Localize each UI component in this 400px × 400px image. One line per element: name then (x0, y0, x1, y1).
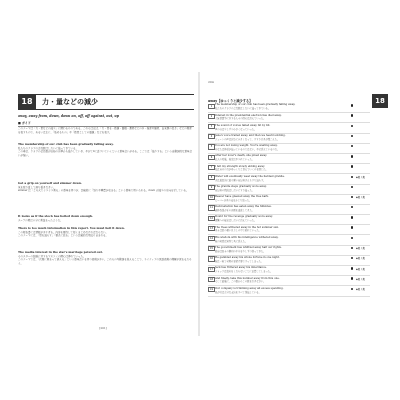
item-sentence: Deforestation has eaten away the hillsides. (215, 205, 272, 209)
bullet-icon (351, 226, 353, 228)
item-sentence: Water will eventually wear away the hardest granite. (215, 174, 285, 178)
item-translation: 水は最終的に最も硬い花崗岩さえもすり減らす。 (215, 178, 266, 182)
example-sentence: It looks as if the stock has boiled down enough. (18, 214, 93, 218)
list-item (208, 103, 370, 113)
list-item (208, 286, 370, 296)
right-page (200, 72, 392, 336)
guide-label: ■ ガイド (18, 121, 194, 127)
item-translation: ビーバーが木の皮をかじり取った。 (215, 198, 252, 202)
list-item (208, 246, 370, 256)
bullet-icon (351, 237, 353, 239)
item-number: 19 (209, 287, 214, 291)
bullet-icon (351, 247, 353, 249)
example-translation: スープの素は十分に煮詰まったようだ。 (18, 218, 63, 222)
item-number: 11 (209, 206, 214, 210)
item-translation: 政府は我々の権利の半分を少しずつ削ってきた。 (215, 249, 266, 253)
list-item (208, 113, 370, 123)
chapter-number: 18 (18, 95, 36, 109)
usage-tag: ◆英 / 英 (356, 196, 365, 200)
bullet-icon (351, 104, 353, 106)
item-translation: 恋人の死後、彼女はやつれていった。 (215, 158, 255, 162)
item-number: 1 (208, 104, 215, 109)
example-sentence: There is too much information in this report. You must boil it down. (18, 226, 125, 230)
list-item (208, 164, 370, 174)
bullet-icon (351, 145, 353, 147)
item-number: 6 (208, 155, 215, 160)
item-sentence: Our company is trimming away all excess spending. (215, 286, 284, 290)
item-translation: 我が社は余分な支出をすべて削減している。 (215, 290, 261, 294)
item-number: 17 (209, 267, 214, 271)
list-item (208, 225, 370, 235)
bullet-icon (351, 267, 353, 269)
item-number: 15 (209, 247, 214, 251)
item-translation: 声の音は少しずつ小さくなっていった。 (215, 127, 257, 131)
left-page (8, 72, 198, 336)
item-number: 14 (209, 237, 214, 241)
example-translation: この報告書には情報が多すぎる。内容を要約して短くまとめなければならない。 (18, 230, 109, 234)
item-sentence: I felt my strength slowly ebbing away. (215, 164, 265, 168)
list-item (208, 154, 370, 164)
item-sentence: The membership of our club has been gradually falling away. (215, 103, 296, 107)
item-number: 3 (208, 124, 215, 129)
item-number: 16 (209, 257, 214, 261)
item-translation: あなたは体重が減っているのではない。やせ衰えているのだ。 (215, 147, 280, 151)
usage-tag: ◆英 / 英 (356, 247, 365, 251)
item-sentence: Jack has frittered away his inheritance. (215, 266, 267, 270)
example-note: simmer は「とろ火でぐつぐつ煮る」の意味を持つが、比喩的に「怒りや興奮が収まる」という意味で用いられる。down が減少の方向を示している。 (18, 189, 189, 193)
item-sentence: The sound of voices tailed away bit by bit. (215, 123, 271, 127)
list-item (208, 276, 370, 286)
keyword-list: away, away from, down, down on, off, off against, out, up (18, 114, 119, 118)
list-item (208, 205, 370, 215)
bullet-icon (351, 176, 353, 178)
example-translation: そのスターの結婚に対するマスコミの関心は薄れていった。 (18, 254, 86, 258)
example-note: この場合、クラブの会員数が以前の水準から減少していき、やがて0に近づいていくという意味合いがある。ここでは「減少する」という自動詞的な意味合いが強い。 (18, 150, 192, 157)
page-number: [201] (99, 326, 107, 330)
page-number: 204 (208, 80, 214, 84)
example-translation: 私たちのクラブの会員数はしだいに減ってきている。 (18, 146, 79, 150)
bullet-icon (351, 135, 353, 137)
item-translation: 彼の知恵は知性と共に衰えた。 (215, 239, 248, 243)
list-item (208, 123, 370, 133)
bullet-icon (351, 165, 353, 167)
bullet-icon (351, 206, 353, 208)
item-sentence: The trees withered away in the hot summer sun. (215, 225, 279, 229)
item-sentence: After her lover's death, she pined away. (215, 154, 268, 158)
example-block (18, 227, 194, 238)
item-translation: そして最後に、この数からこの数を引きなさい。 (215, 280, 266, 284)
item-sentence: He gambled away his whole fortune in one night. (215, 256, 280, 260)
item-sentence: Beaver have gnawed away the tree bark. (215, 195, 269, 199)
chapter-tab: 18 (372, 94, 388, 108)
section-title: away【ゆっくりと減少する】 (208, 99, 253, 103)
bullet-icon (351, 196, 353, 198)
item-sentence: The granite steps gradually wore away. (215, 184, 267, 188)
item-number: 12 (209, 216, 214, 220)
list-item (208, 266, 370, 276)
bullet-icon (351, 114, 353, 116)
list-item (208, 215, 370, 225)
item-sentence: Jane's voice trailed away, and then we heard sobbing. (215, 133, 286, 137)
usage-tag: ◆英 / 英 (356, 287, 365, 291)
item-translation: ジャックは遺産をくだらないことに浪費してしまった。 (215, 270, 273, 274)
item-translation: 花崗岩の階段はしだいにすり減った。 (215, 188, 255, 192)
item-sentence: Interest in the presidential election has died away. (215, 113, 282, 117)
item-translation: 木々は夏の暑い日差しの中で枯れていった。 (215, 229, 261, 233)
example-translation: 気を取り直して落ち着きなさい。 (18, 185, 56, 189)
example-sentence: The membership of our club has been gradually falling away. (18, 142, 114, 146)
item-translation: 森林伐採が丘の斜面を浸食してきた。 (215, 209, 255, 213)
list-item (208, 235, 370, 245)
example-block (18, 182, 194, 193)
item-number: 2 (208, 114, 215, 119)
usage-tag: ◆英 / 英 (356, 277, 365, 281)
usage-tag: ◆英 / 英 (356, 267, 365, 271)
bullet-icon (351, 125, 353, 127)
bullet-icon (351, 155, 353, 157)
item-sentence: His wisdom with his intelligence withered away. (215, 235, 279, 239)
chapter-title: 力・量などの減少 (42, 97, 98, 106)
usage-tag: ◆英 / 英 (356, 257, 365, 261)
item-translation: 復讐への疑念はしだいに消えていった。 (215, 219, 257, 223)
item-translation: 私たちのクラブの会員数はしだいに減ってきている。 (215, 107, 271, 111)
bullet-icon (351, 216, 353, 218)
item-number: 5 (208, 144, 215, 149)
phrase-list (208, 103, 370, 297)
chapter-header (18, 94, 194, 110)
list-item (208, 174, 370, 184)
list-item (208, 144, 370, 154)
example-note: このテーマには、「量を減らす」「要点に絞る」という比喩的な用法も含まれる。 (18, 234, 109, 238)
bullet-icon (351, 186, 353, 188)
item-sentence: And finally, take this number away from this one. (215, 276, 280, 280)
example-block (18, 215, 194, 222)
list-item (208, 185, 370, 195)
item-number: 10 (209, 196, 214, 200)
usage-tag: ◆英 / 英 (356, 175, 365, 179)
item-number: 18 (209, 277, 214, 281)
item-number: 9 (208, 185, 215, 190)
example-sentence: Get a grip on yourself and simmer down. (18, 181, 82, 185)
example-note: このテーマでは、「次第に弱まって消える」という意味合いを持つ表現が多い。これらの句動詞を覚えることで、ネイティブの英語表現の理解が深まるだろう。 (18, 258, 192, 265)
example-block (18, 251, 194, 265)
item-translation: 彼は一晩で全財産を賭け事ですってしまった。 (215, 260, 264, 263)
item-translation: ジェーンの声は次第に小さくなって、すすり泣きが聞こえた。 (215, 137, 280, 141)
item-number: 7 (208, 165, 215, 170)
item-number: 13 (209, 226, 214, 230)
example-sentence: The media interest in the star's marriage petered out. (18, 250, 103, 254)
item-sentence: You are not losing weight. You're wasting away. (215, 144, 278, 148)
bullet-icon (351, 288, 353, 290)
list-item (208, 134, 370, 144)
example-block (18, 143, 194, 157)
bullet-icon (351, 277, 353, 279)
list-item (208, 195, 370, 205)
item-number: 4 (208, 134, 215, 139)
list-item (208, 256, 370, 266)
bullet-icon (351, 257, 353, 259)
item-sentence: Doubt for the revenge gradually wore away. (215, 215, 273, 219)
item-translation: 大統領選挙に対する人々の関心は消えていった。 (215, 117, 266, 121)
item-sentence: The government has whittled away half our rights. (215, 246, 282, 250)
guide-text: このテーマは「力・量などの減少」に関わるものである。これらはほぼ、「力・量を・数値・面積・濃度などの多・強度や頻度、出来事の長さ」などの程度を表すもので、あるいは主に、「低めるもの」や「数量としての価値」などを表す。 (18, 127, 192, 134)
item-number: 8 (208, 175, 215, 180)
book-spread (8, 72, 392, 336)
item-translation: 私は自分の力がゆっくりと衰えていくのを感じた。 (215, 168, 268, 172)
